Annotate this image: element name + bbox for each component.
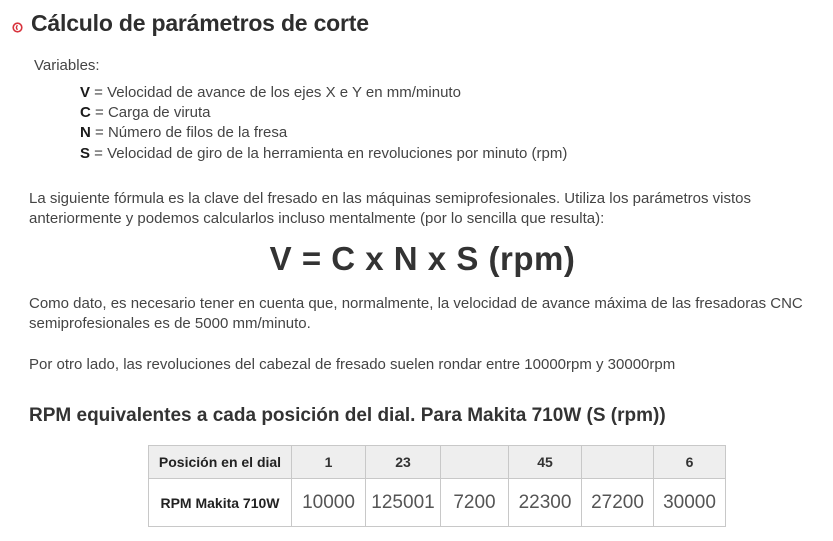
table-row	[149, 479, 726, 527]
variable-description: = Carga de viruta	[90, 104, 211, 122]
table-cell: 7200	[441, 479, 509, 527]
header-cell	[441, 446, 509, 479]
variable-description: = Velocidad de giro de la herramienta en revoluciones por minuto (rpm)	[90, 144, 568, 162]
title-row	[12, 10, 369, 37]
variable-key: C	[80, 104, 91, 122]
header-cell	[582, 446, 654, 479]
header-cell: 45	[509, 446, 582, 479]
variables-label: Variables:	[34, 57, 100, 74]
formula-intro-paragraph: La siguiente fórmula es la clave del fresado en las máquinas semiprofesionales. Utiliza los parámetros vistos anteriormente y podemos calcularlos incluso mentalmente (por lo sencilla que resulta):	[29, 190, 752, 227]
circle-swirl-icon	[12, 20, 23, 31]
row-label-cell: RPM Makita 710W	[149, 479, 292, 527]
variable-item-s	[80, 144, 567, 164]
header-cell: 6	[654, 446, 726, 479]
variables-list	[80, 83, 567, 164]
page-title: Cálculo de parámetros de corte	[31, 10, 369, 36]
variable-key: N	[80, 124, 91, 142]
feed-rate-paragraph: Como dato, es necesario tener en cuenta que, normalmente, la velocidad de avance máxima de las fresadoras CNC semiprofesionales es de 5000 mm/minuto.	[29, 295, 803, 332]
variable-description: = Velocidad de avance de los ejes X e Y en mm/minuto	[90, 84, 461, 101]
variable-item-v	[80, 83, 567, 103]
variable-key: V	[80, 84, 91, 101]
header-label-cell: Posición en el dial	[149, 446, 292, 479]
formula: V = C x N x S (rpm)	[269, 240, 576, 277]
variable-item-n	[80, 123, 567, 143]
variable-item-c	[80, 103, 567, 123]
table-subtitle: RPM equivalentes a cada posición del dial. Para Makita 710W (S (rpm))	[29, 405, 666, 426]
spindle-rpm-paragraph: Por otro lado, las revoluciones del cabezal de fresado suelen rondar entre 10000rpm y 30000rpm	[29, 356, 676, 373]
table-cell: 27200	[582, 479, 654, 527]
header-cell: 1	[292, 446, 366, 479]
table-cell: 10000	[292, 479, 366, 527]
dial-rpm-table	[148, 445, 726, 527]
table-header-row	[149, 446, 726, 479]
table-cell: 125001	[366, 479, 441, 527]
table-cell: 22300	[509, 479, 582, 527]
table-cell: 30000	[654, 479, 726, 527]
variable-description: = Número de filos de la fresa	[90, 124, 288, 142]
header-cell: 23	[366, 446, 441, 479]
variable-key: S	[80, 144, 91, 162]
